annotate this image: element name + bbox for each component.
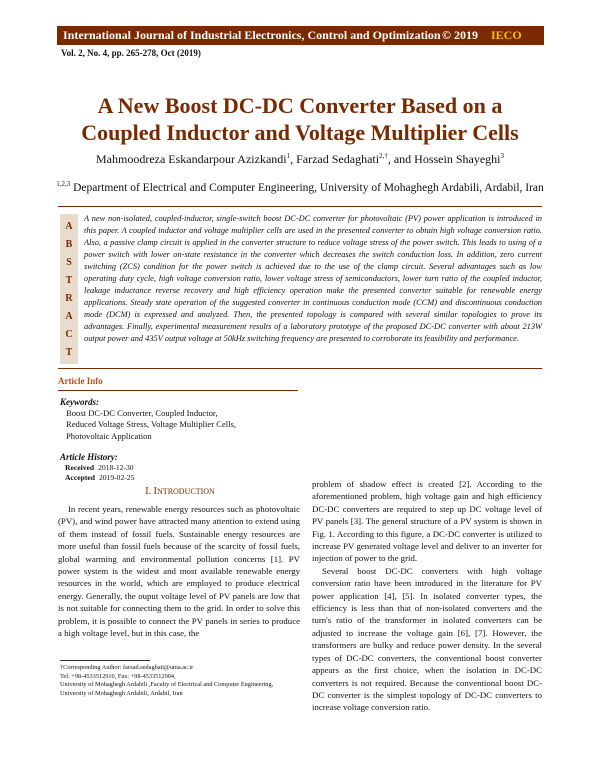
section-title-initial: I <box>153 486 158 497</box>
section-title-rest: NTRODUCTION <box>157 487 215 496</box>
author-1: Mahmoodreza Eskandarpour Azizkandi <box>96 152 287 166</box>
abstract-bottom-rule <box>58 368 542 369</box>
footnote-line: †Corresponding Author: farzad.sedaghati@uma.ac.ir <box>60 664 194 671</box>
copyright-year: © 2019 <box>442 28 478 42</box>
article-info-rule <box>58 390 298 391</box>
accepted-label: Accepted <box>65 473 95 482</box>
body-left-column <box>58 503 300 639</box>
abstract-side-band <box>60 214 78 364</box>
author-2: , Farzad Sedaghati <box>290 152 380 166</box>
body-paragraph: problem of shadow effect is created [2]. According to the aforementioned problem, high voltage gain and high efficiency DC-DC converters are required to step up DC voltage level of PV panels [3]. The general structure of a PV system is shown in Fig. 1. According to this figure, a DC-DC converter is utilized to increase PV generated voltage level and deliver to an inverter for injection of power to the grid. <box>312 479 542 564</box>
publisher-name: IECO <box>491 28 522 42</box>
body-right-column <box>312 478 542 714</box>
footnote-line: Tel: +98-4533512910, Fax: +98-4533512904, <box>60 672 176 680</box>
abstract-letter: A <box>65 311 73 322</box>
footnote-rule <box>60 660 150 661</box>
keyword-line: Reduced Voltage Stress, Voltage Multiplier Cells, <box>66 419 237 430</box>
abstract-letter: T <box>65 275 73 286</box>
journal-header-bar <box>57 26 544 45</box>
affiliation-sup: 1,2,3 <box>56 180 71 188</box>
paper-title-line-2: Coupled Inductor and Voltage Multiplier Cells <box>81 120 519 145</box>
volume-info: Vol. 2, No. 4, pp. 265-278, Oct (2019) <box>61 48 201 58</box>
body-paragraph: In recent years, renewable energy resources such as photovoltaic (PV), and wind power have attracted many attention to extend using of them instead of fossil fuels. Sustainable energy resources are more useful than fossil fuels because of the scarcity of fossil fuels, global warming and environmental pollution concerns [1]. PV power system is the widest and most available renewable energy resources in the world, which are employed to produce electrical energy. Generally, the ouput voltage level of PV panels are low that is not suitable for connecting them to the grid. In order to solve this problem, it is possible to connect the PV panels in series to produce a high voltage level, but in this case, the <box>58 504 300 639</box>
body-paragraph: Several boost DC-DC converters with high voltage conversion ratio have been introduced in the literature for PV power application [4], [5]. In isolated converter types, the efficiency is less than that of non-isolated converters and the turn's ratio of the transformer in isolated converters can be adjusted to increase the voltage gain [6], [7]. However, the transformers are bulky and reduce power density. In the several types of DC-DC converters, the conventional boost converter appears as the first choice, when the isolation in DC-DC converters is not required. Because the conventional boost DC-DC converter is the simplest topology of DC-DC converters to increase voltage conversion ratio. <box>312 565 542 713</box>
author-2-sup: 2,† <box>379 152 388 160</box>
accepted-date: 2019-02-25 <box>98 473 135 482</box>
paper-title-line-1: A New Boost DC-DC Converter Based on a <box>97 93 503 118</box>
abstract-top-rule <box>58 206 542 207</box>
abstract-letter: A <box>65 221 73 232</box>
keywords-list <box>66 408 296 442</box>
abstract-text: A new non-isolated, coupled-inductor, single-switch boost DC-DC converter for photovoltaic (PV) power application is introduced in this paper. A coupled inductor and voltage multiplier cells are used in the presented converter to obtain high voltage conversion ratio. Also, a passive clamp circuit is applied in the converter structure to reduce voltage stress of the power switch. This leads to using of a power switch with lower on-state resistance in the converter which decreases the switch conduction loss. In addition, zero current switching (ZCS) condition for the power switch is achieved due to the use of the clamp circuit. Several advantages such as low operating duty cycle, high voltage conversion ratio, lower voltage stress of semiconductors, lower turn ratio of the coupled inductor, leakage inductance reverse recovery and high efficiency operation make the presented converter suitable for renewable energy applications. Steady state operation of the suggested converter in continuous conduction mode (CCM) and discontinuous conduction mode (DCM) is expressed and analyzed. Then, the presented topology is compared with several similar topologies to prove its advantages. Finally, experimental measurement results of a laboratory prototype of the proposed DC-DC converter with about 213W output power and 435V output voltage at 50kHz switching frequency are presented to corroborate its feasibility and performance. <box>84 214 542 344</box>
abstract-letter: S <box>66 257 72 268</box>
section-heading <box>60 486 300 497</box>
keywords-label: Keywords: <box>60 397 99 407</box>
journal-name: International Journal of Industrial Electronics, Control and Optimization <box>63 28 441 42</box>
affiliation <box>0 180 600 194</box>
article-history-label: Article History: <box>60 452 118 462</box>
abstract-letter: B <box>65 239 73 250</box>
author-1-sup: 1 <box>286 152 291 160</box>
affiliation-text: Department of Electrical and Computer Engineering, University of Mohaghegh Ardabili, Ardabil, Iran <box>70 181 544 194</box>
received-row <box>65 463 134 472</box>
abstract-letter: C <box>65 329 73 340</box>
keyword-line: Photovoltaic Application <box>66 430 152 441</box>
received-label: Received <box>65 463 95 472</box>
author-3: , and Hossein Shayeghi <box>387 152 501 166</box>
received-date: 2018-12-30 <box>98 463 134 472</box>
abstract-letter: R <box>65 293 73 304</box>
author-list <box>0 152 600 167</box>
abstract-letter: T <box>65 347 73 358</box>
author-3-sup: 3 <box>500 152 504 160</box>
footnote-line: University of Mohaghegh Ardabili ,Faculty of Electrical and Computer Engineering, University of Mohaghegh Ardabili, Ardabil, Iran <box>60 681 274 697</box>
article-info-title: Article Info <box>58 376 103 386</box>
keyword-line: Boost DC-DC Converter, Coupled Inductor, <box>66 408 218 418</box>
accepted-row <box>65 473 134 482</box>
footnote <box>60 664 300 698</box>
section-number: I. <box>145 486 152 497</box>
